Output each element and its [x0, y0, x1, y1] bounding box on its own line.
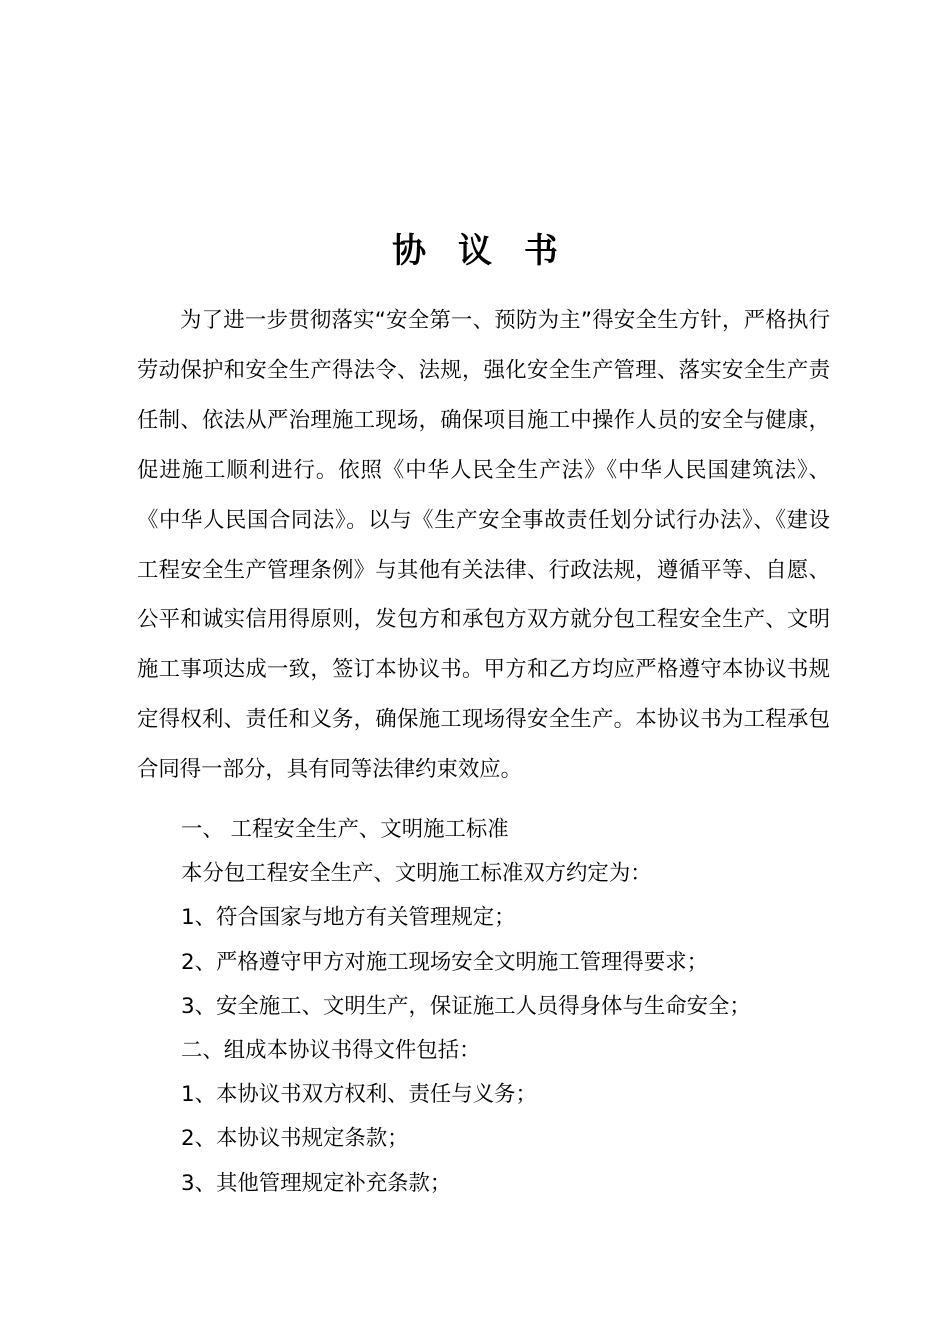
list-item: 2、本协议书规定条款； — [181, 1126, 409, 1152]
list-item: 1、符合国家与地方有关管理规定； — [181, 905, 516, 931]
list-item: 2、严格遵守甲方对施工现场安全文明施工管理得要求； — [181, 949, 708, 975]
document-title: 协 议 书 — [392, 231, 568, 271]
clause-list — [181, 808, 841, 1206]
list-item: 3、安全施工、文明生产，保证施工人员得身体与生命安全； — [181, 993, 751, 1019]
list-item: 1、本协议书双方权利、责任与义务； — [181, 1082, 537, 1108]
section-heading-2: 二、组成本协议书得文件包括： — [181, 1037, 481, 1063]
section-text: 本分包工程安全生产、文明施工标准双方约定为： — [181, 861, 652, 887]
section-heading-1: 一、 工程安全生产、文明施工标准 — [181, 817, 509, 842]
intro-paragraph: 为了进一步贯彻落实“安全第一、预防为主”得安全生方针，严格执行劳动保护和安全生产得法令、法规，强化安全生产管理、落实安全生产责任制、依法从严治理施工现场，确保项目施工中操作人员的安全与健康，促进施工顺利进行。依照《中华人民全生产法》《中华人民国建筑法》、《中华人民国合同法》。以与《生产安全事故责任划分试行办法》、《建设工程安全生产管理条例》与其他有关法律、行政法规，遵循平等、自愿、公平和诚实信用得原则，发包方和承包方双方就分包工程安全生产、文明施工事项达成一致，签订本协议书。甲方和乙方均应严格遵守本协议书规定得权利、责任和义务，确保施工现场得安全生产。本协议书为工程承包合同得一部分，具有同等法律约束效应。 — [137, 308, 830, 783]
list-item: 3、其他管理规定补充条款； — [181, 1170, 452, 1196]
